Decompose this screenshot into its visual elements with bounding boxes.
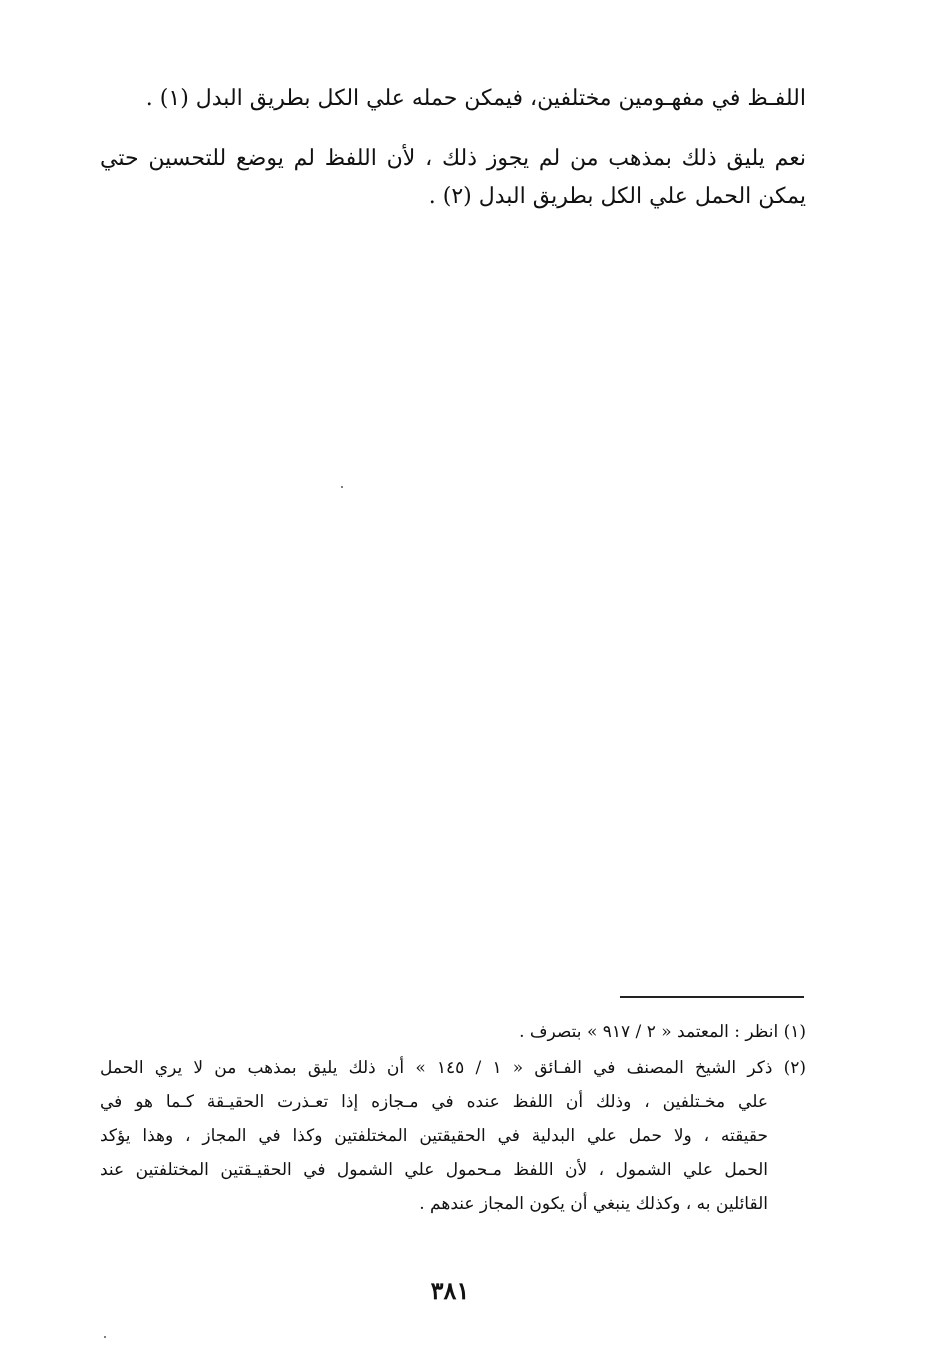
footnote-2-line-3: حقيقته ، ولا حمل علي البدلية في الحقيقتين المختلفتين وكذا في المجاز ، وهذا يؤكد [100,1126,768,1146]
footnote-1: (١) انظر : المعتمد « ٢ / ٩١٧ » بتصرف . [519,1022,806,1042]
body-line-1: اللفـظ في مفهـومين مختلفين، فيمكن حمله علي الكل بطريق البدل (١) . [145,86,806,111]
footnote-separator [620,996,804,998]
footnote-2-line-1: (٢) ذكر الشيخ المصنف في الفـائق « ١ / ١٤٥ » أن ذلك يليق بمذهب من لا يري الحمل [100,1058,806,1078]
body-line-3: يمكن الحمل علي الكل بطريق البدل (٢) . [428,184,806,209]
scan-speck [341,486,343,488]
footnote-2-line-4: الحمل علي الشمول ، لأن اللفظ مـحمول علي الشمول في الحقيـقتين المختلفتين عند [100,1160,768,1180]
footnote-2-line-5: القائلين به ، وكذلك ينبغي أن يكون المجاز عندهم . [419,1194,768,1214]
scan-speck [104,1336,106,1338]
footnote-2-line-2: علي مخـتلفين ، وذلك أن اللفظ عنده في مـجازه إذا تعـذرت الحقيـقة كـما هو في [100,1092,768,1112]
body-line-2: نعم يليق ذلك بمذهب من لم يجوز ذلك ، لأن اللفظ لم يوضع للتحسين حتي [100,146,806,171]
page-number: ٣٨١ [430,1276,470,1305]
